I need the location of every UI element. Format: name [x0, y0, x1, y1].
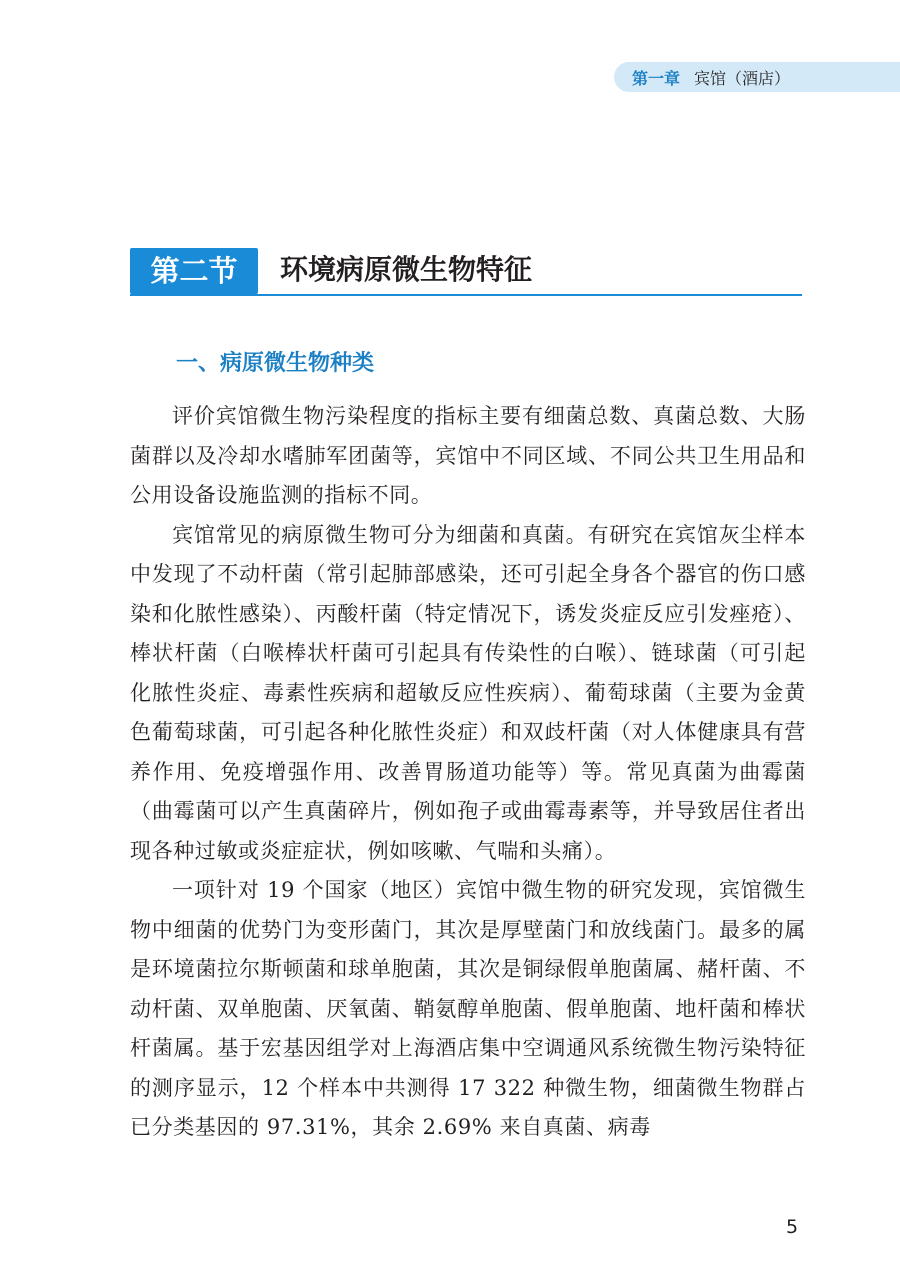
- section-underline: [130, 294, 802, 296]
- chapter-title: 宾馆（酒店）: [694, 68, 791, 88]
- subsection-title: 一、病原微生物种类: [176, 350, 375, 376]
- paragraph: 一项针对 19 个国家（地区）宾馆中微生物的研究发现，宾馆微生物中细菌的优势门为变形菌门，其次是厚壁菌门和放线菌门。最多的属是环境菌拉尔斯顿菌和球单胞菌，其次是铜绿假单胞菌属、赭杆菌、不动杆菌、双单胞菌、厌氧菌、鞘氨醇单胞菌、假单胞菌、地杆菌和棒状杆菌属。基于宏基因组学对上海酒店集中空调通风系统微生物污染特征的测序显示，12 个样本中共测得 17 322 种微生物，细菌微生物群占已分类基因的 97.31%，其余 2.69% 来自真菌、病毒: [130, 878, 806, 1139]
- page-number: 5: [786, 1216, 799, 1238]
- running-header: [614, 62, 900, 92]
- paragraph: 宾馆常见的病原微生物可分为细菌和真菌。有研究在宾馆灰尘样本中发现了不动杆菌（常引起肺部感染，还可引起全身各个器官的伤口感染和化脓性感染）、丙酸杆菌（特定情况下，诱发炎症反应引发痤疮）、棒状杆菌（白喉棒状杆菌可引起具有传染性的白喉）、链球菌（可引起化脓性炎症、毒素性疾病和超敏反应性疾病）、葡萄球菌（主要为金黄色葡萄球菌，可引起各种化脓性炎症）和双歧杆菌（对人体健康具有营养作用、免疫增强作用、改善胃肠道功能等）等。常见真菌为曲霉菌（曲霉菌可以产生真菌碎片，例如孢子或曲霉毒素等，并导致居住者出现各种过敏或炎症症状，例如咳嗽、气喘和头痛）。: [130, 522, 806, 863]
- section-heading: [130, 248, 802, 296]
- section-title: 环境病原微生物特征: [280, 253, 533, 286]
- chapter-number: 第一章: [632, 68, 681, 88]
- section-number-badge: 第二节: [130, 248, 258, 294]
- body-text: [130, 397, 806, 1148]
- paragraph: 评价宾馆微生物污染程度的指标主要有细菌总数、真菌总数、大肠菌群以及冷却水嗜肺军团菌等，宾馆中不同区域、不同公共卫生用品和公用设备设施监测的指标不同。: [130, 404, 806, 507]
